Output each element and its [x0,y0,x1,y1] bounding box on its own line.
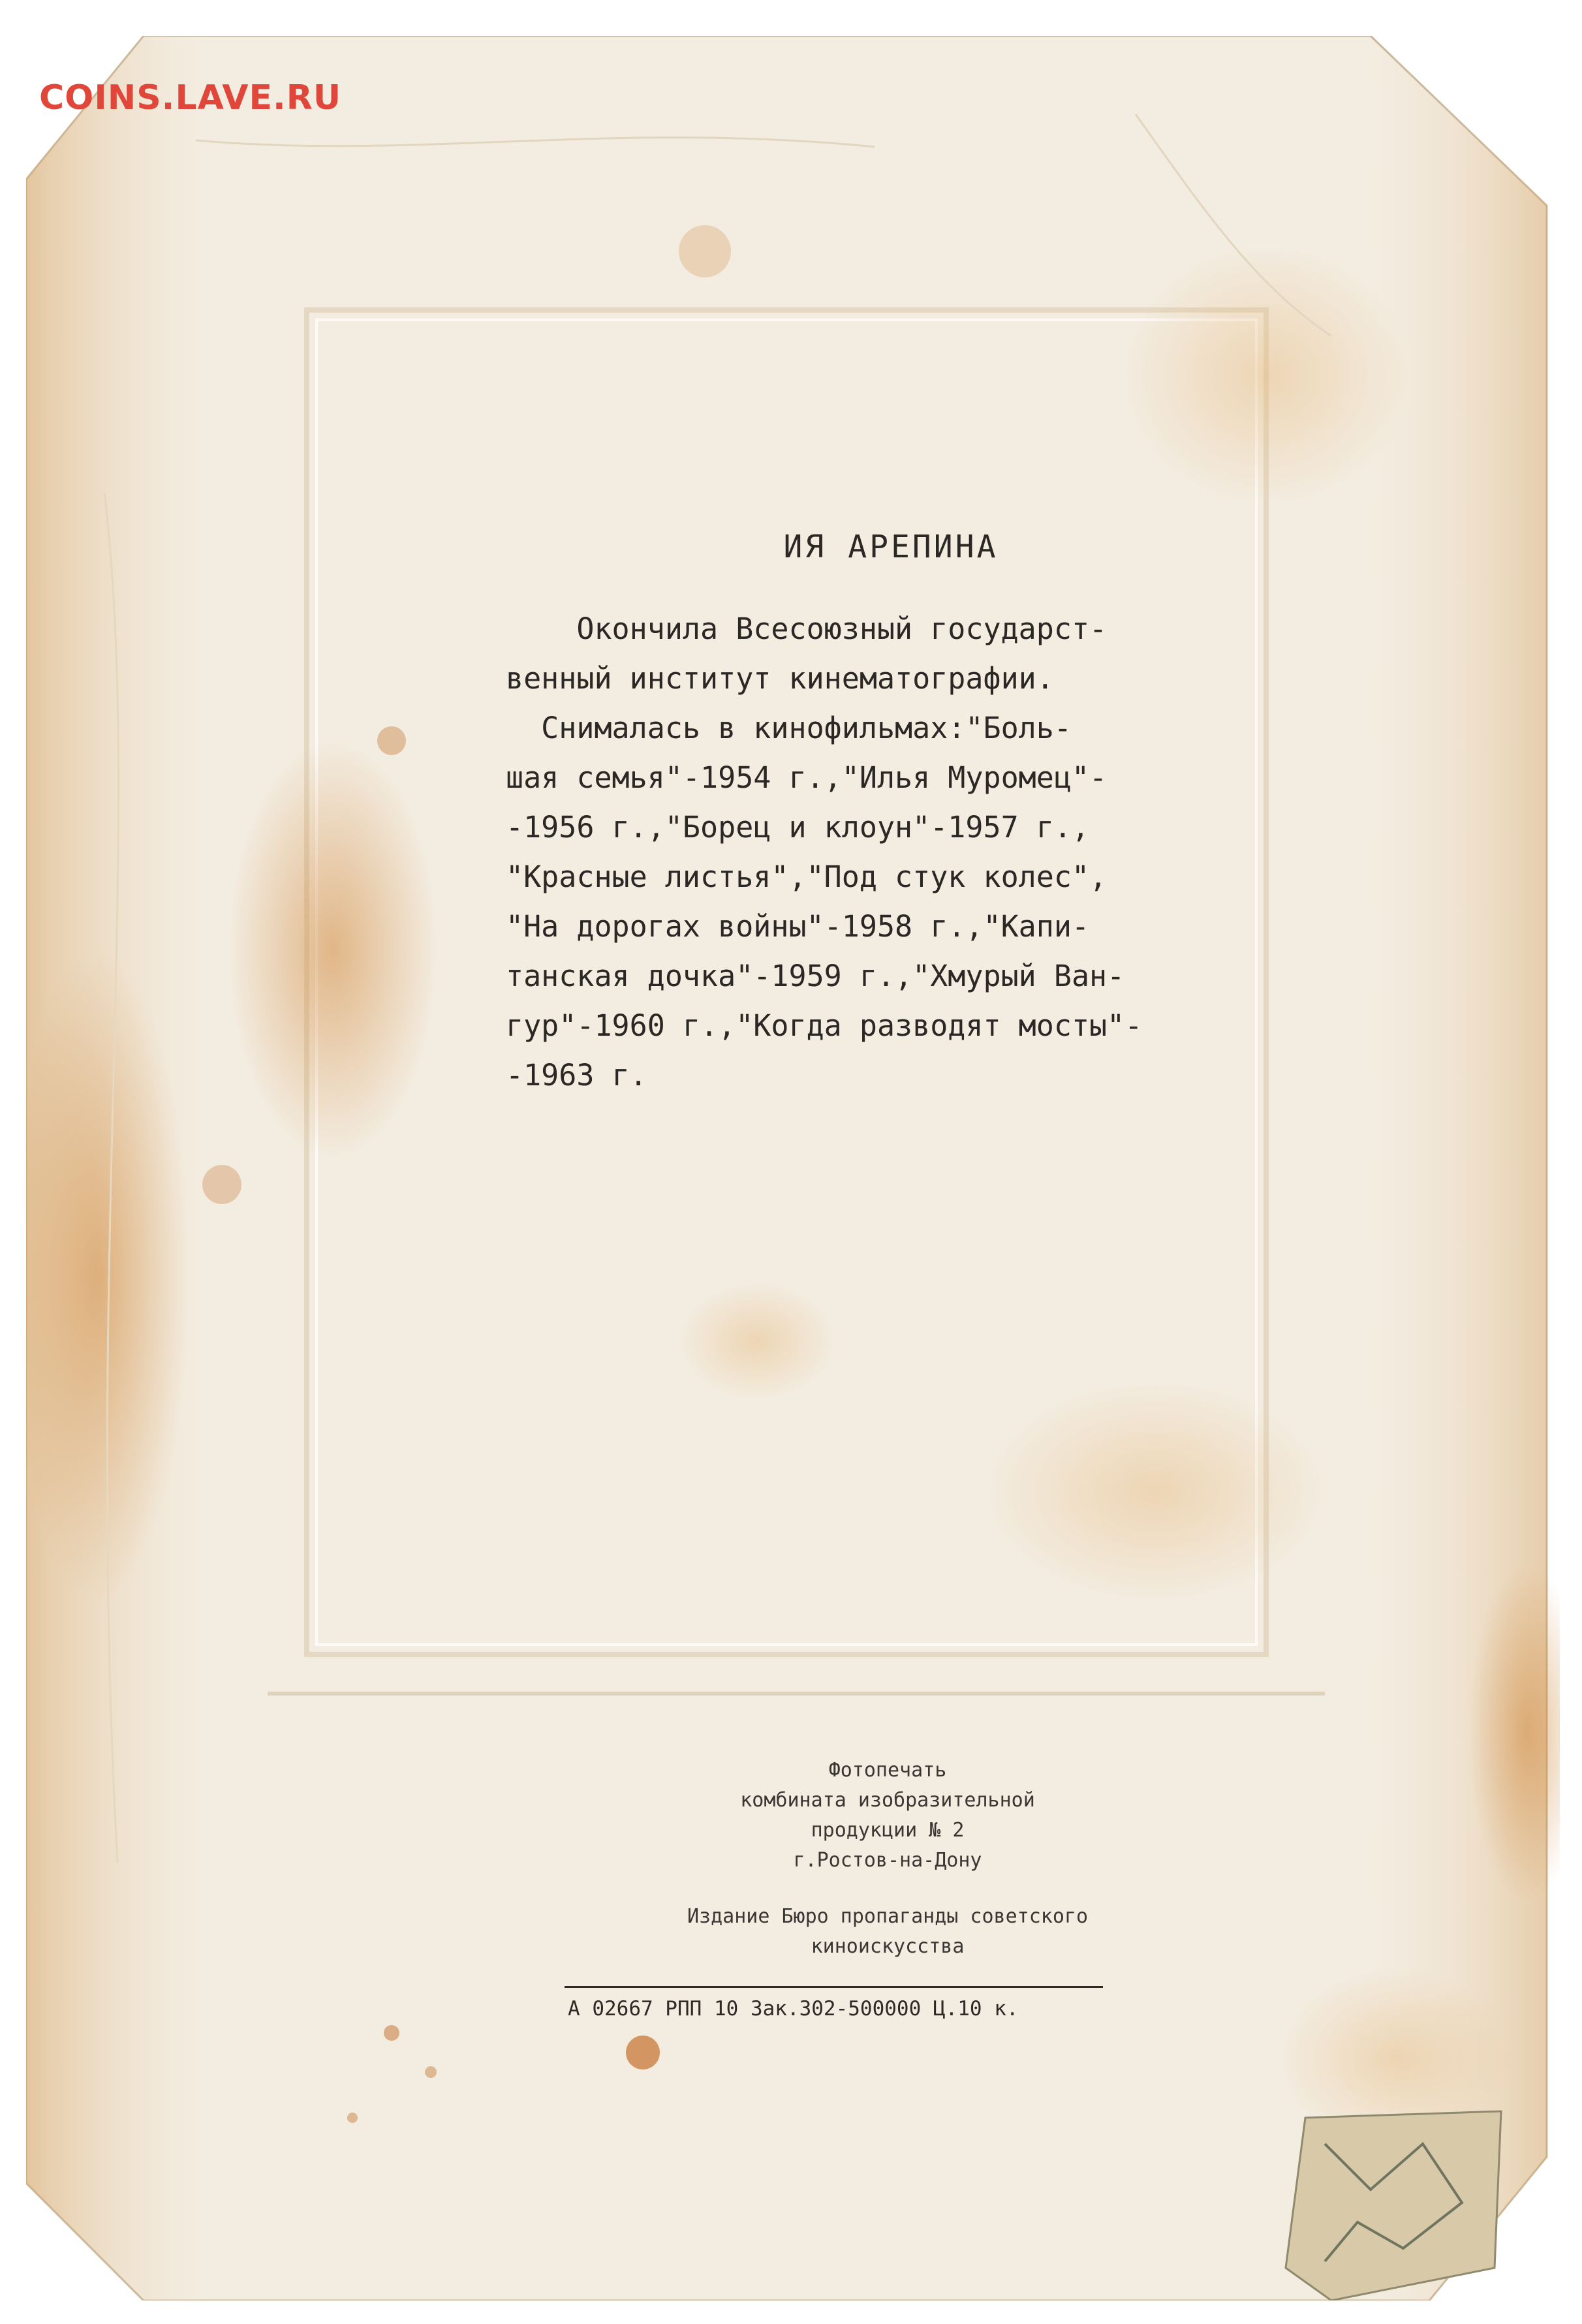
biography-block [506,529,1237,1100]
imprint-line: г.Ростов-на-Дону [793,1849,982,1872]
imprint-line: продукции № 2 [811,1819,965,1842]
printer-imprint [561,1756,1214,1876]
imprint-line: киноискусства [811,1935,965,1958]
imprint-line: Издание Бюро пропаганды советского [687,1905,1089,1928]
bio-line: -1956 г.,"Борец и клоун"-1957 г., [506,810,1090,844]
imprint-line: комбината изобразительной [740,1789,1035,1812]
bio-line: -1963 г. [506,1058,647,1092]
watermark-label: COINS.LAVE.RU [39,78,342,117]
bio-line: Снималась в кинофильмах:"Боль- [506,711,1072,745]
actress-name-title: ИЯ АРЕПИНА [783,529,999,565]
divider-rule [565,1986,1103,1988]
bio-line: Окончила Всесоюзный государст- [506,612,1108,646]
bio-line: танская дочка"-1959 г.,"Хмурый Ван- [506,959,1125,993]
print-code: А 02667 РПП 10 Зак.302-500000 Ц.10 к. [568,1997,1019,2021]
bio-line: "Красные листья","Под стук колес", [506,860,1108,894]
bio-line: шая семья"-1954 г.,"Илья Муромец"- [506,760,1108,795]
publisher-imprint [561,1756,1214,1988]
biography-text [506,604,1237,1100]
publisher-line-group [561,1902,1214,1962]
bio-line: "На дорогах войны"-1958 г.,"Капи- [506,909,1090,944]
imprint-line: Фотопечать [828,1759,947,1782]
bio-line: венный институт кинематографии. [506,661,1054,696]
bio-line: гур"-1960 г.,"Когда разводят мосты"- [506,1008,1143,1043]
